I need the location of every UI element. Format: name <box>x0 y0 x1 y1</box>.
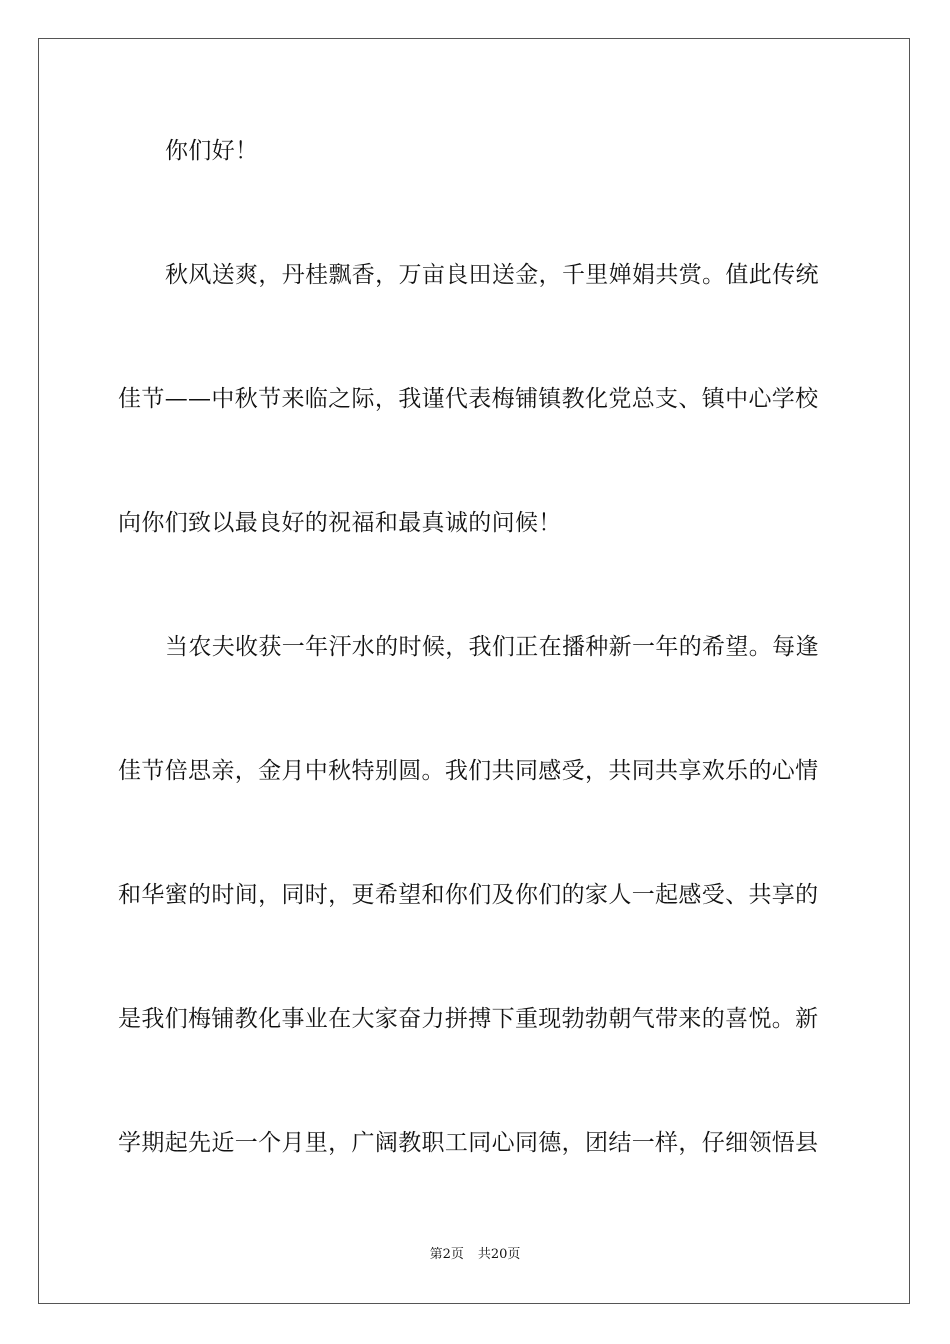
paragraph-2-line-2: 佳节倍思亲，金月中秋特别圆。我们共同感受，共同共享欢乐的心情 <box>118 758 819 784</box>
page-total: 共20页 <box>477 1247 521 1262</box>
paragraph-2-line-1: 当农夫收获一年汗水的时候，我们正在播种新一年的希望。每逢 <box>165 634 819 660</box>
paragraph-2-line-4: 是我们梅铺教化事业在大家奋力拼搏下重现勃勃朝气带来的喜悦。新 <box>118 1006 819 1032</box>
page-border <box>38 38 910 1304</box>
paragraph-2-line-5: 学期起先近一个月里，广阔教职工同心同德，团结一样，仔细领悟县 <box>118 1130 819 1156</box>
paragraph-1-line-1: 秋风送爽，丹桂飘香，万亩良田送金，千里婵娟共赏。值此传统 <box>165 262 819 288</box>
paragraph-2-line-3: 和华蜜的时间，同时，更希望和你们及你们的家人一起感受、共享的 <box>118 882 819 908</box>
page-footer <box>0 1246 950 1264</box>
page-number: 第2页 <box>429 1247 464 1262</box>
paragraph-1-line-2: 佳节——中秋节来临之际，我谨代表梅铺镇教化党总支、镇中心学校 <box>118 386 819 412</box>
greeting-line: 你们好！ <box>165 138 259 164</box>
paragraph-1-line-3: 向你们致以最良好的祝福和最真诚的问候！ <box>118 510 562 536</box>
